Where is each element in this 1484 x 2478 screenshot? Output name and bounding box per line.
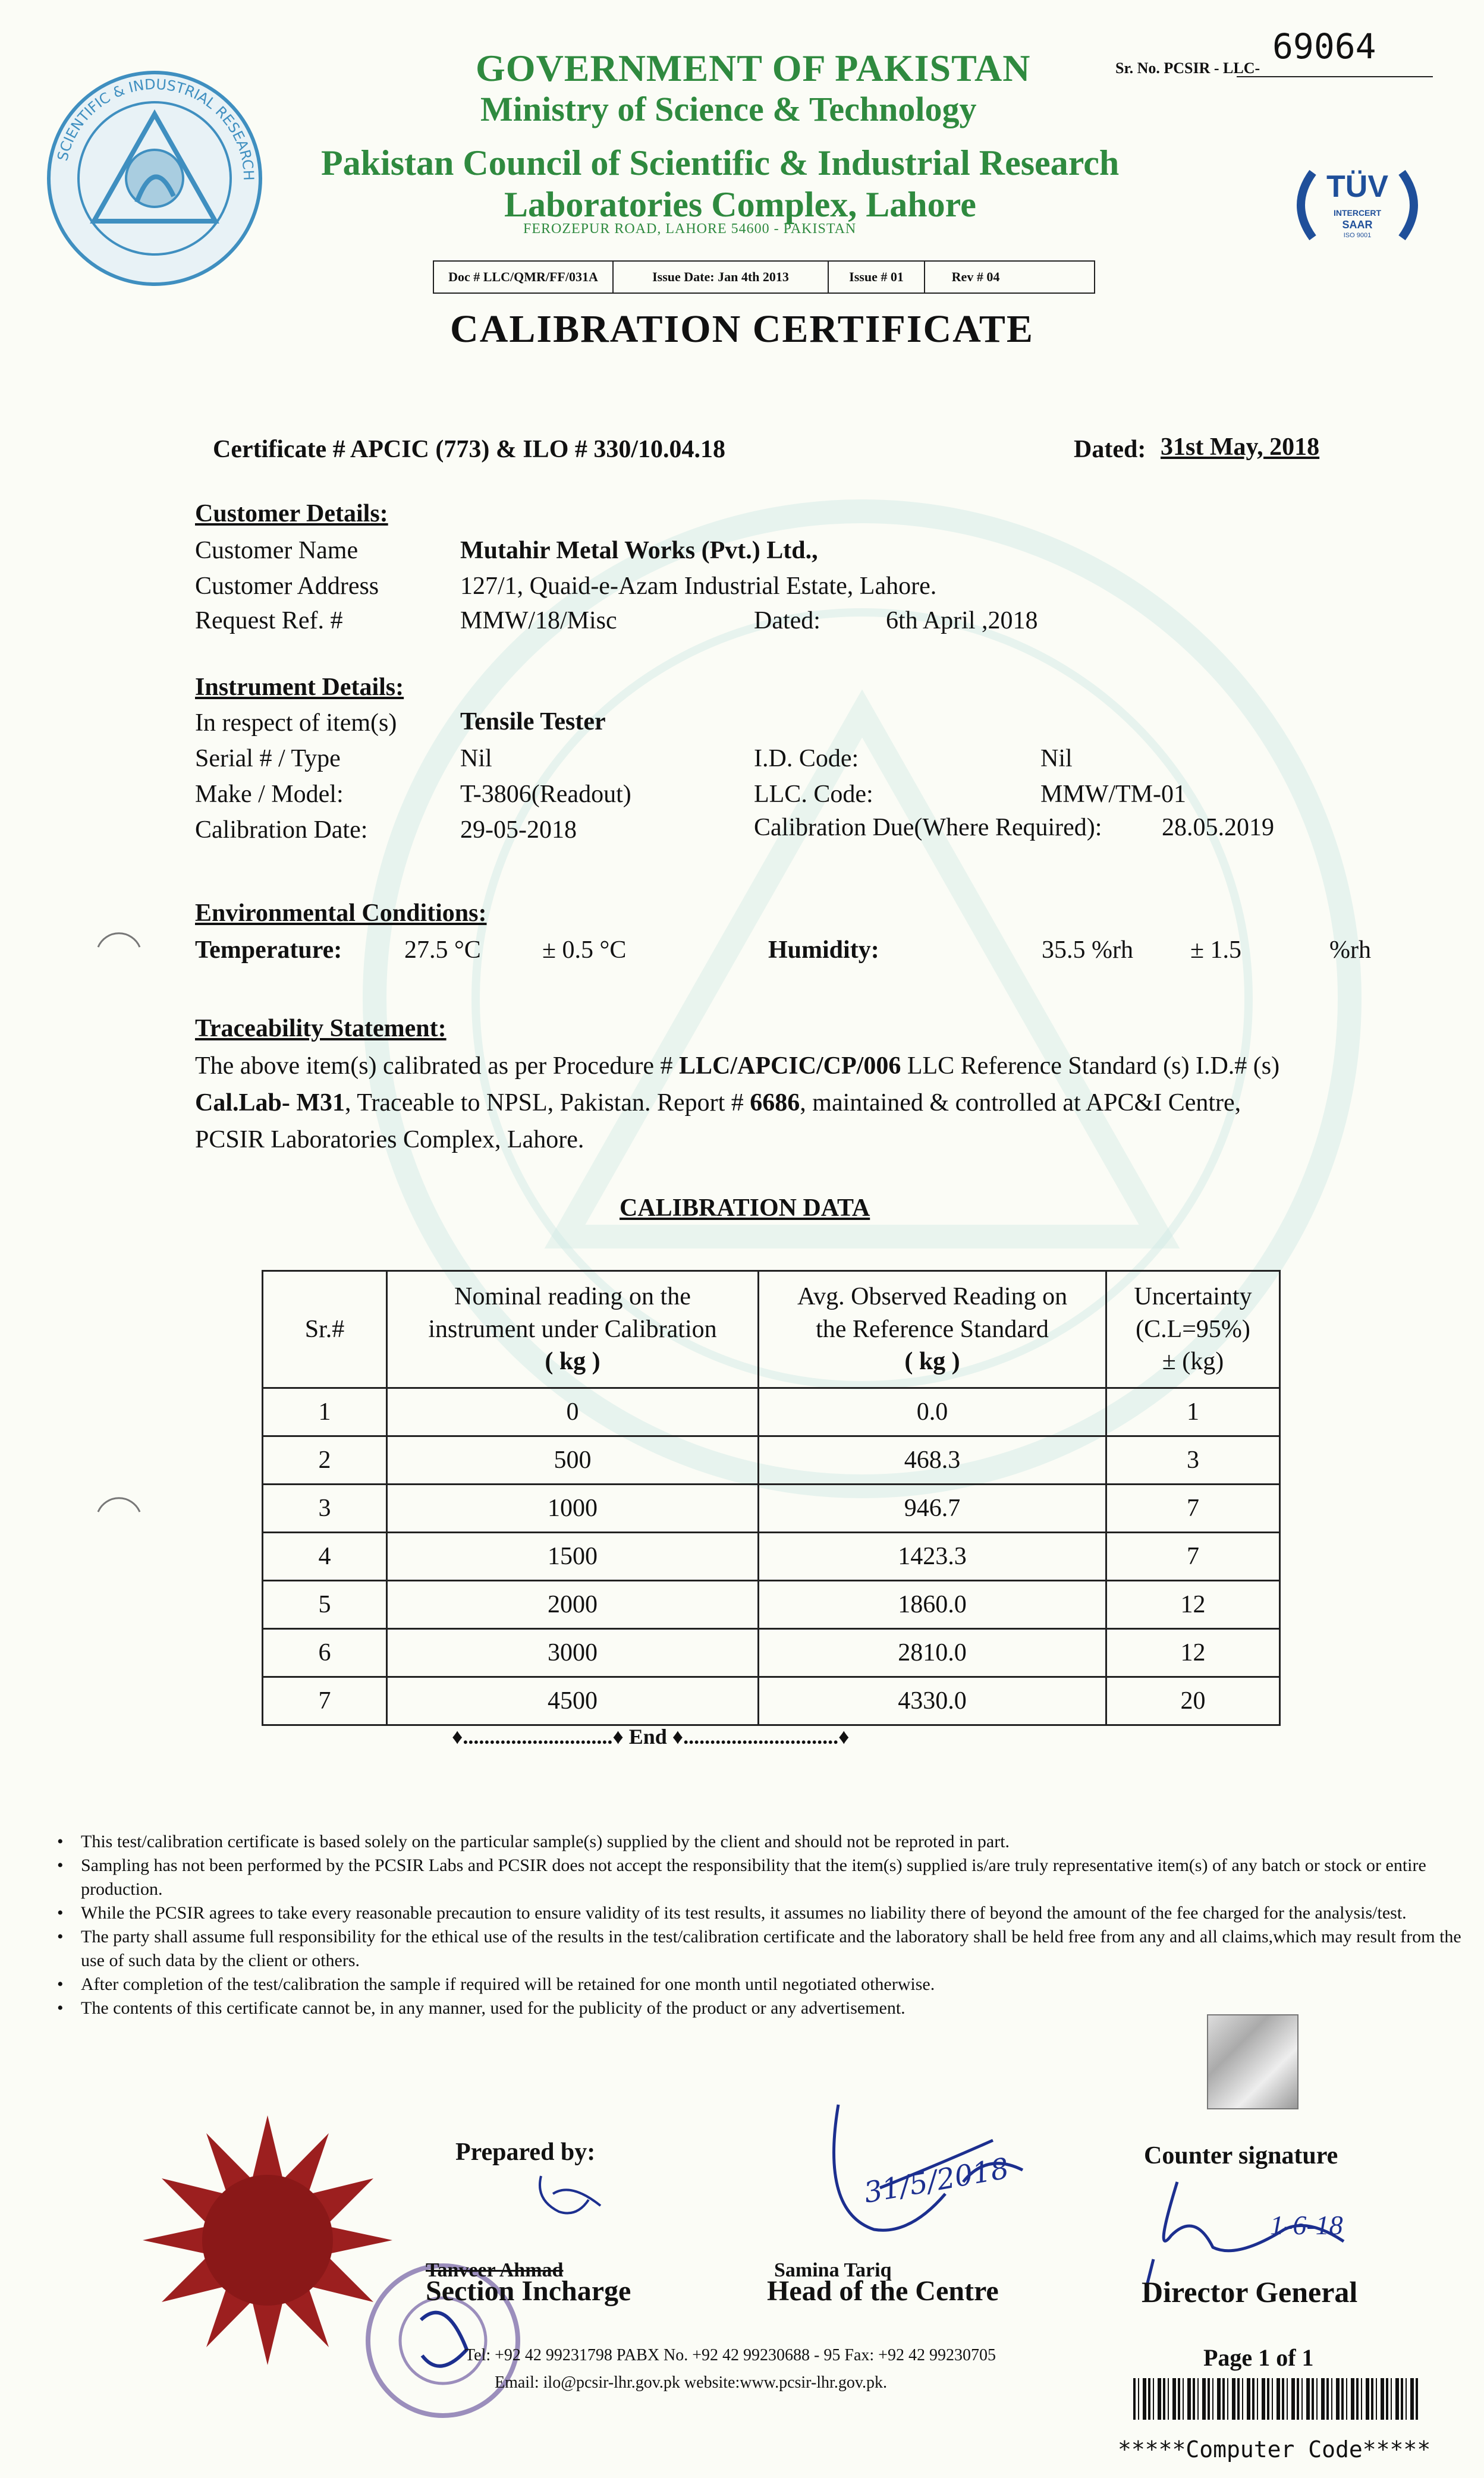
make-model-label: Make / Model: <box>195 781 344 808</box>
request-dated: 6th April ,2018 <box>886 607 1038 634</box>
table-row: 6 3000 2810.0 12 <box>263 1629 1280 1677</box>
note-item: • After completion of the test/calibration the sample if required will be retained for one month until negotiated otherwise. <box>57 1973 1484 1996</box>
header-nominal: Nominal reading on the instrument under Calibration ( kg ) <box>387 1271 759 1388</box>
calibration-date-value: 29-05-2018 <box>460 816 577 844</box>
punch-hole-icon <box>95 1485 143 1515</box>
doc-issue-number: Issue # 01 <box>829 262 925 293</box>
table-row: 4 1500 1423.3 7 <box>263 1533 1280 1581</box>
tuv-sub2: SAAR <box>1342 219 1373 231</box>
address-line: FEROZEPUR ROAD, LAHORE 54600 - PAKISTAN <box>523 221 857 237</box>
doc-issue-date: Issue Date: Jan 4th 2013 <box>614 262 829 293</box>
footer-contact-line: Tel: +92 42 99231798 PABX No. +92 42 99230688 - 95 Fax: +92 42 99230705 <box>465 2346 996 2364</box>
notes-list <box>57 1830 1484 2020</box>
humidity-tolerance: ± 1.5 <box>1190 936 1242 964</box>
customer-name: Mutahir Metal Works (Pvt.) Ltd., <box>460 537 818 564</box>
traceability-text <box>195 1048 1420 1158</box>
humidity-unit: %rh <box>1329 936 1371 964</box>
director-signature-date: 1-6-18 <box>1270 2210 1343 2240</box>
traceability-line-3: PCSIR Laboratories Complex, Lahore. <box>195 1126 584 1153</box>
environment-heading: Environmental Conditions: <box>195 900 487 927</box>
note-item: • The contents of this certificate cannot be, in any manner, used for the publicity of the product or any advertisement. <box>57 1996 1484 2020</box>
svg-text:SCIENTIFIC & INDUSTRIAL RESEAR: SCIENTIFIC & INDUSTRIAL RESEARCH <box>54 76 257 181</box>
request-ref-label: Request Ref. # <box>195 607 343 634</box>
header-uncertainty: Uncertainty (C.L=95%) ± (kg) <box>1106 1271 1280 1388</box>
prepared-by-label: Prepared by: <box>455 2139 596 2166</box>
tuv-text: TÜV <box>1326 169 1388 204</box>
temperature-tolerance: ± 0.5 °C <box>542 936 627 964</box>
certificate-dated-label: Dated: <box>1074 436 1146 463</box>
note-item: • While the PCSIR agrees to take every reasonable precaution to ensure validity of its test results, it assumes no liability there of beyond the amount of the fee charged for the analysis/test. <box>57 1901 1484 1925</box>
doc-info-box <box>433 260 1095 294</box>
gov-heading: GOVERNMENT OF PAKISTAN <box>476 47 1031 89</box>
calibration-table <box>262 1270 1281 1726</box>
calibration-due-label: Calibration Due(Where Required): <box>754 814 1102 841</box>
punch-hole-icon <box>95 920 143 950</box>
head-title: Head of the Centre <box>767 2275 999 2307</box>
calibration-data-heading: CALIBRATION DATA <box>620 1194 870 1222</box>
table-row: 5 2000 1860.0 12 <box>263 1581 1280 1629</box>
prepared-signature-icon <box>523 2164 618 2235</box>
serial-type-value: Nil <box>460 745 492 772</box>
traceability-line-1: The above item(s) calibrated as per Procedure # LLC/APCIC/CP/006 LLC Reference Standard (s) I.D.# (s) <box>195 1052 1280 1080</box>
instrument-heading: Instrument Details: <box>195 674 404 701</box>
request-dated-label: Dated: <box>754 607 820 634</box>
temperature-value: 27.5 °C <box>404 936 481 964</box>
customer-address-label: Customer Address <box>195 573 379 600</box>
item-value: Tensile Tester <box>460 708 606 735</box>
serial-number-value: 69064 <box>1272 26 1376 67</box>
table-row: 7 4500 4330.0 20 <box>263 1677 1280 1725</box>
calibration-due-value: 28.05.2019 <box>1162 814 1274 841</box>
counter-signature-label: Counter signature <box>1144 2142 1338 2169</box>
customer-heading: Customer Details: <box>195 500 388 527</box>
make-model-value: T-3806(Readout) <box>460 781 631 808</box>
pcsir-seal-logo <box>42 65 268 291</box>
end-marker: ♦............................♦ End ♦.............................♦ <box>452 1725 850 1749</box>
hologram-sticker <box>1207 2014 1298 2109</box>
labs-heading: Laboratories Complex, Lahore <box>504 185 976 224</box>
request-ref: MMW/18/Misc <box>460 607 617 634</box>
council-heading: Pakistan Council of Scientific & Industrial Research <box>321 143 1120 183</box>
doc-revision: Rev # 04 <box>951 269 1000 284</box>
traceability-heading: Traceability Statement: <box>195 1015 447 1042</box>
director-signature-icon <box>1130 2170 1397 2289</box>
tuv-sub1: INTERCERT <box>1333 208 1382 218</box>
doc-number: Doc # LLC/QMR/FF/031A <box>434 262 614 293</box>
customer-address: 127/1, Quaid-e-Azam Industrial Estate, Lahore. <box>460 573 937 600</box>
note-item: • The party shall assume full responsibility for the ethical use of the results in the test/calibration certificate and the laboratory shall be held free from any and all claims,which may result from the use of such data by the client or others. <box>57 1925 1484 1973</box>
humidity-value: 35.5 %rh <box>1042 936 1133 964</box>
prepared-name: Tanveer Ahmad <box>426 2259 564 2281</box>
humidity-label: Humidity: <box>768 936 879 964</box>
director-general-title: Director General <box>1142 2275 1358 2309</box>
prepared-title: Section Incharge <box>426 2275 631 2307</box>
table-row: 3 1000 946.7 7 <box>263 1485 1280 1533</box>
barcode-icon <box>1133 2378 1419 2420</box>
customer-name-label: Customer Name <box>195 537 359 564</box>
calibration-date-label: Calibration Date: <box>195 816 368 844</box>
serial-number-label: Sr. No. PCSIR - LLC- <box>1115 59 1260 77</box>
table-row: 2 500 468.3 3 <box>263 1436 1280 1485</box>
tuv-sub3: ISO 9001 <box>1343 232 1372 239</box>
note-item: • Sampling has not been performed by the PCSIR Labs and PCSIR does not accept the responsibility that the item(s) supplied is/are truly representative item(s) of any batch or stock or entire production. <box>57 1854 1484 1901</box>
id-code-label: I.D. Code: <box>754 745 859 772</box>
note-item: • This test/calibration certificate is based solely on the particular sample(s) supplied by the client and should not be reproted in part. <box>57 1830 1484 1854</box>
ministry-heading: Ministry of Science & Technology <box>480 90 977 128</box>
certificate-dated-value: 31st May, 2018 <box>1161 433 1320 461</box>
traceability-line-2: Cal.Lab- M31, Traceable to NPSL, Pakistan. Report # 6686, maintained & controlled at APC&I Centre, <box>195 1089 1241 1117</box>
head-signature-date: 31/5/2018 <box>862 2152 1012 2210</box>
item-label: In respect of item(s) <box>195 709 397 737</box>
llc-code-label: LLC. Code: <box>754 781 873 808</box>
certificate-number: Certificate # APCIC (773) & ILO # 330/10.04.18 <box>213 436 726 463</box>
table-row: 1 0 0.0 1 <box>263 1388 1280 1436</box>
llc-code-value: MMW/TM-01 <box>1040 781 1186 808</box>
serial-underline <box>1237 76 1433 77</box>
temperature-label: Temperature: <box>195 936 342 964</box>
id-code-value: Nil <box>1040 745 1073 772</box>
head-name: Samina Tariq <box>774 2259 892 2281</box>
page-number: Page 1 of 1 <box>1203 2344 1314 2371</box>
certificate-title: CALIBRATION CERTIFICATE <box>450 307 1034 351</box>
serial-type-label: Serial # / Type <box>195 745 341 772</box>
table-header-row <box>263 1271 1280 1388</box>
computer-code: *****Computer Code***** <box>1118 2436 1431 2463</box>
footer-email-line: Email: ilo@pcsir-lhr.gov.pk website:www.pcsir-lhr.gov.pk. <box>495 2373 888 2392</box>
tuv-logo <box>1289 166 1426 244</box>
header-sr: Sr.# <box>263 1271 387 1388</box>
header-observed: Avg. Observed Reading on the Reference Standard ( kg ) <box>759 1271 1106 1388</box>
